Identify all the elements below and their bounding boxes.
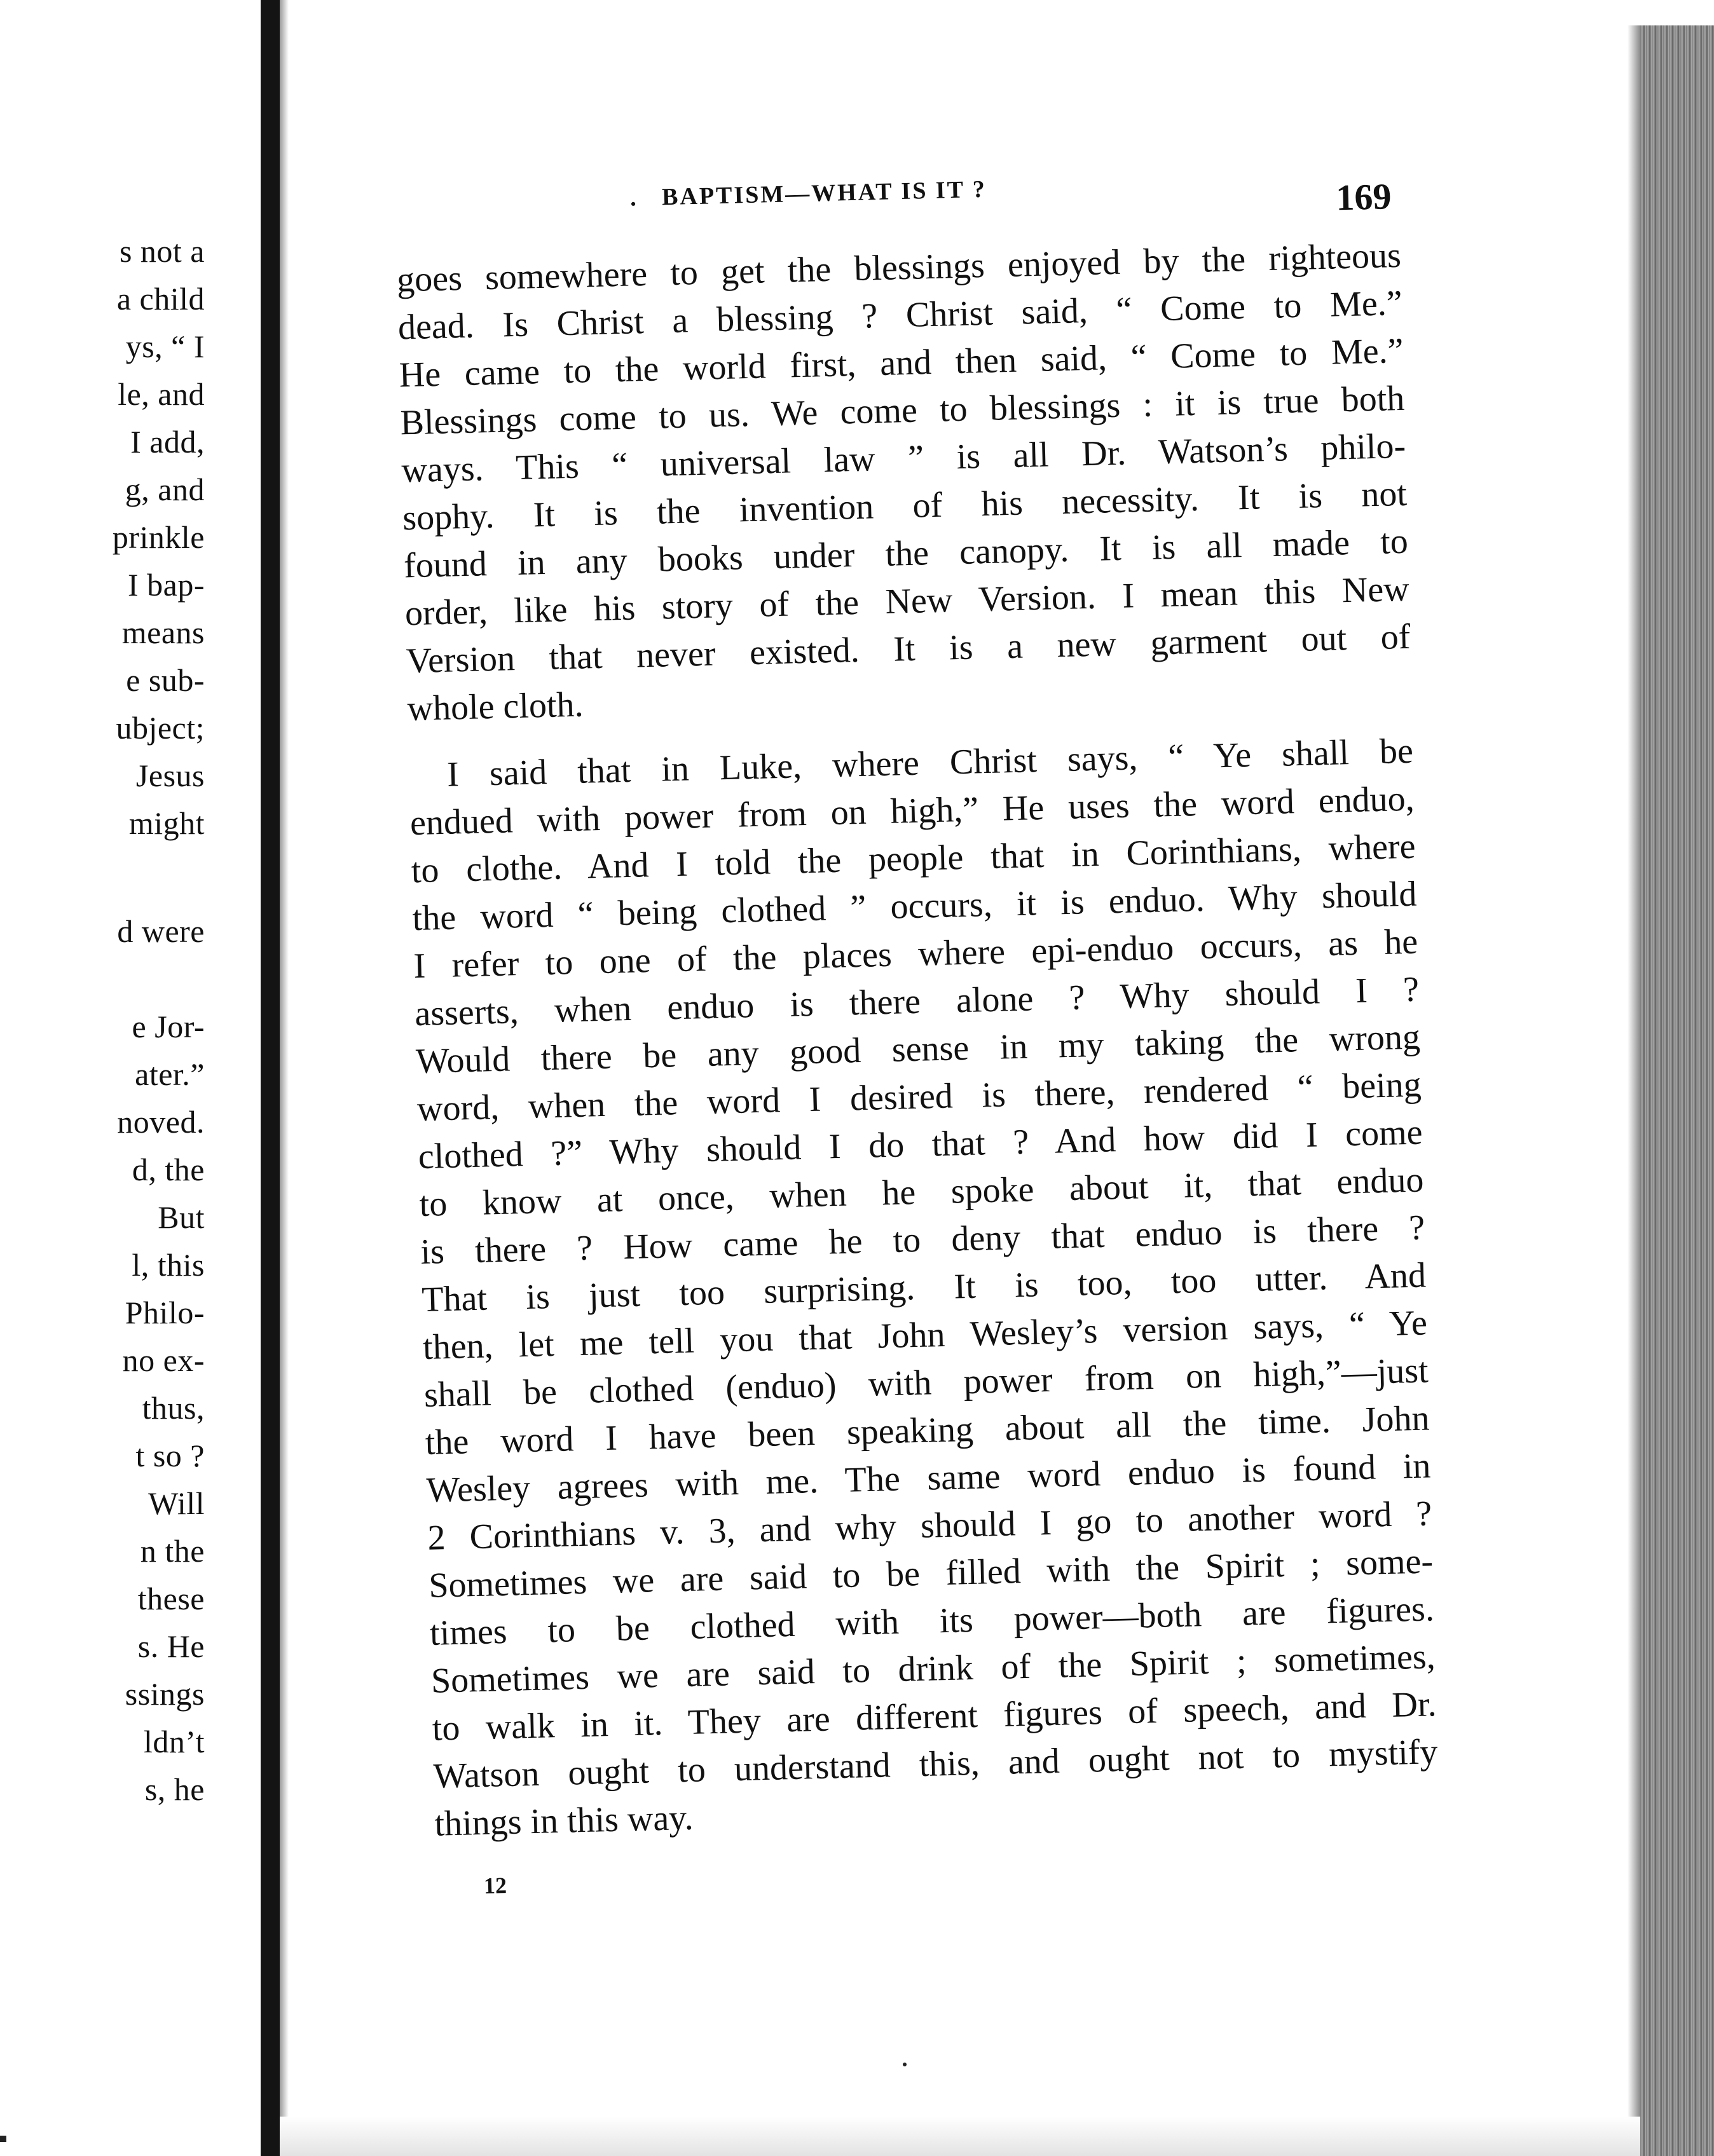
- corner-mark: [0, 2136, 6, 2142]
- left-page-line: noved.: [117, 1104, 205, 1140]
- left-page-line: e Jor-: [132, 1009, 205, 1044]
- gutter-shadow: [280, 0, 289, 2156]
- text-line: things in this way.: [434, 1798, 694, 1844]
- left-page-line: I bap-: [128, 567, 205, 603]
- left-page-line: ssings: [125, 1676, 205, 1712]
- left-page-line: ys, “ I: [125, 329, 205, 364]
- body-text: [396, 232, 1439, 1867]
- page-number: 169: [1335, 175, 1392, 219]
- text-line: times to be clothed with its power—both are figures.: [429, 1589, 1435, 1653]
- text-line: endued with power from on high,” He uses the word enduo,: [409, 779, 1415, 843]
- text-line: That is just too surprising. It is too, too utter. And: [421, 1255, 1427, 1320]
- signature-mark: 12: [483, 1873, 507, 1899]
- text-line: Version that never existed. It is a new garment out of: [406, 617, 1411, 681]
- text-line: asserts, when enduo is there alone ? Why should I ?: [414, 969, 1420, 1034]
- text-line: ways. This “ universal law ” is all Dr. Watson’s philo-: [401, 426, 1406, 491]
- left-page-line: le, and: [118, 376, 205, 412]
- left-page-line: prinkle: [112, 519, 205, 555]
- book-page: [356, 146, 1439, 1899]
- text-line: He came to the world first, and then said, “ Come to Me.”: [399, 331, 1404, 395]
- text-line: whole cloth.: [406, 685, 584, 729]
- left-page-line: Jesus: [135, 758, 205, 793]
- left-page-line: ubject;: [116, 710, 205, 746]
- page-edge-shadow: [1628, 25, 1640, 2156]
- left-page-line: s. He: [137, 1628, 205, 1664]
- left-page-line: a child: [116, 281, 205, 317]
- text-line: order, like his story of the New Version. I mean this New: [404, 569, 1410, 634]
- left-page-line: Will: [148, 1485, 205, 1521]
- text-line: I said that in Luke, where Christ says, “ Ye shall be: [446, 731, 1414, 795]
- left-facing-page: [0, 0, 254, 2156]
- left-page-line: thus,: [142, 1390, 205, 1426]
- left-page-line: ater.”: [135, 1056, 205, 1092]
- text-line: Watson ought to understand this, and ought not to mystify: [432, 1732, 1439, 1796]
- left-page-line: e sub-: [126, 662, 205, 698]
- text-line: to clothe. And I told the people that in Corinthians, where: [411, 826, 1416, 891]
- text-line: sophy. It is the invention of his necessity. It is not: [402, 474, 1408, 538]
- text-line: clothed ?” Why should I do that ? And how did I come: [418, 1112, 1423, 1177]
- text-line: word, when the word I desired is there, rendered “ being: [416, 1065, 1422, 1129]
- text-line: Sometimes we are said to drink of the Spirit ; sometimes,: [430, 1637, 1436, 1701]
- left-page-line: s, he: [144, 1771, 205, 1807]
- left-page-line: I add,: [130, 424, 205, 460]
- text-line: to know at once, when he spoke about it, that enduo: [418, 1160, 1425, 1225]
- paragraph: [396, 232, 1412, 733]
- text-line: the word I have been speaking about all the time. John: [425, 1398, 1430, 1463]
- left-page-line: no ex-: [122, 1342, 205, 1378]
- running-head: BAPTISM—WHAT IS IT ?: [661, 175, 987, 211]
- page-bottom-shadow: [280, 2117, 1640, 2156]
- text-line: Would there be any good sense in my taking the wrong: [415, 1017, 1421, 1082]
- left-page-line: d, the: [132, 1152, 205, 1187]
- book-gutter: [261, 0, 280, 2156]
- left-page-line: Philo-: [125, 1295, 205, 1330]
- left-page-line: d were: [117, 913, 205, 949]
- text-line: Wesley agrees with me. The same word enduo is found in: [425, 1446, 1432, 1510]
- paragraph: [408, 728, 1439, 1848]
- text-line: goes somewhere to get the blessings enjoyed by the righteous: [396, 235, 1402, 300]
- left-page-line: ldn’t: [143, 1724, 205, 1759]
- text-line: is there ? How came he to deny that enduo is there ?: [420, 1208, 1425, 1272]
- stray-mark: [903, 2063, 907, 2066]
- text-line: then, let me tell you that John Wesley’s version says, “ Ye: [422, 1303, 1428, 1367]
- left-page-line: means: [121, 615, 205, 650]
- text-line: to walk in it. They are different figures of speech, and Dr.: [432, 1684, 1437, 1749]
- left-page-line: might: [128, 805, 205, 841]
- text-line: 2 Corinthians v. 3, and why should I go to another word ?: [427, 1494, 1432, 1558]
- left-page-line: t so ?: [135, 1438, 205, 1473]
- text-line: shall be clothed (enduo) with power from on high,”—just: [423, 1351, 1429, 1415]
- left-page-line: g, and: [125, 472, 205, 507]
- page-block-edge: [1640, 25, 1714, 2156]
- text-line: I refer to one of the places where epi-enduo occurs, as he: [413, 922, 1418, 986]
- left-page-line: l, this: [132, 1247, 205, 1283]
- text-line: Blessings come to us. We come to blessings : it is true both: [399, 378, 1405, 443]
- running-head-dot: .: [629, 184, 637, 212]
- text-line: Sometimes we are said to be filled with the Spirit ; some-: [428, 1541, 1434, 1606]
- text-line: the word “ being clothed ” occurs, it is enduo. Why should: [411, 874, 1418, 939]
- text-line: dead. Is Christ a blessing ? Christ said, “ Come to Me.”: [397, 283, 1403, 348]
- left-page-line: s not a: [119, 233, 205, 269]
- text-line: found in any books under the canopy. It is all made to: [403, 521, 1409, 586]
- left-page-line: these: [137, 1581, 205, 1616]
- left-page-line: n the: [140, 1533, 205, 1569]
- left-page-line: But: [158, 1199, 205, 1235]
